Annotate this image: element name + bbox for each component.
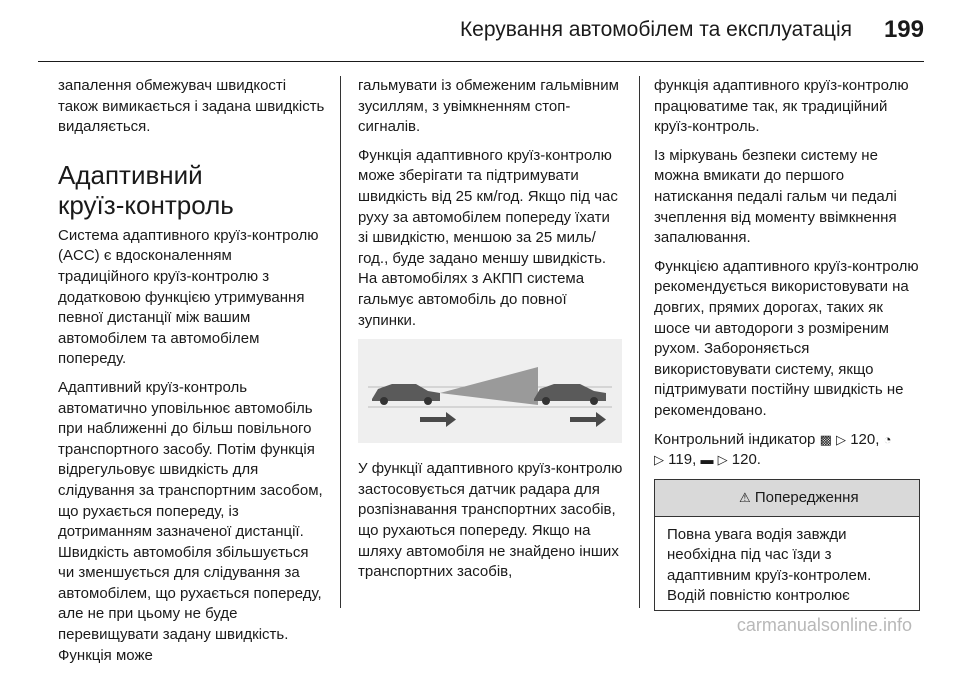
speedometer-icon: ◔ [883,431,892,447]
distance-icon: ▬ [700,452,714,468]
braking-paragraph: гальмувати із обмеженим гальмівним зусиллям, з увімкненням стоп-сигналів. [358,77,619,136]
acc-behavior-paragraph: Адаптивний круїз-контроль автоматично уповільнює автомобіль при наближенні до більш повільного транспортного засобу. Потім функція відрегульовує швидкість для слідування за транспортним засобом, що рухається попереду, із дотриманням зазначеної дистанції. Швидкість автомобіля збільшується чи зменшується для слідування за автомобілем, що рухається попереду, але не при цьому не буде перевищувати задану швидкість. Функція може [58,378,323,664]
header-divider [38,61,924,62]
page-reference-icon: ▷ [717,452,728,468]
safety-paragraph: Із міркувань безпеки систему не можна вмикати до першого натискання педалі гальм чи педалі зчеплення від моменту ввімкнення запалювання. [654,146,897,247]
recommendation-paragraph: Функцією адаптивного круїз-контролю рекомендується використовувати на довгих, прямих дорогах, таких як шосе чи автодороги з розміреним рухом. Забороняється використовувати систему, якщо підтримувати постійну швидкість не рекомендовано. [654,257,919,419]
car-icon: ▩ [819,431,832,447]
column-1 [58,76,326,674]
speed-range-paragraph: Функція адаптивного круїз-контролю може зберігати та підтримувати швидкість від 25 км/год. Якщо під час руху за автомобілем попереду їхати зі швидкістю, меншою за 25 миль/год., буде задано меншу швидкість. На автомобілях з АКПП система гальмує автомобіль до повної зупинки. [358,146,618,329]
column-2 [358,76,624,591]
warning-box [654,479,920,611]
section-title [58,160,326,220]
page-ref-1[interactable]: 120, [850,430,880,448]
own-car-direction-arrow [446,412,456,427]
column-divider-1 [340,76,341,608]
warning-title: Попередження [754,488,859,506]
intro-paragraph: запалення обмежувач швидкості також вимикається і задана швидкість видаляється. [58,77,325,136]
section-title-line2: круїз-контроль [58,189,234,220]
warning-header [655,480,919,517]
no-vehicle-paragraph: функція адаптивного круїз-контролю працюватиме так, як традиційний круїз-контроль. [654,77,909,136]
indicator-reference-paragraph [654,430,922,471]
page-ref-2[interactable]: 119, [668,451,697,469]
radar-illustration-graphic [358,339,622,443]
column-divider-2 [639,76,640,608]
radar-sensor-paragraph: У функції адаптивного круїз-контролю застосовується датчик радара для розпізнавання транспортних засобів, що рухаються попереду. Якщо на шляху автомобіля не знайдено інших транспортних засобів, [358,460,623,581]
page-ref-3[interactable]: 120. [731,451,761,469]
page-number: 199 [883,16,924,43]
section-title-line1: Адаптивний [58,159,203,190]
warning-body: Повна увага водія завжди необхідна під час їзди з адаптивним круїз-контролем. Водій повністю контролює [667,525,872,605]
indicator-text: Контрольний індикатор [654,430,816,448]
radar-illustration [358,339,622,443]
page-header-title: Керування автомобілем та експлуатація [459,18,852,41]
warning-triangle-icon: ⚠ [739,489,751,505]
watermark: carmanualsonline.info [736,615,912,635]
lead-car-direction-arrow [596,412,606,427]
page-reference-icon: ▷ [836,431,847,447]
radar-beam [440,367,538,405]
page-header [0,0,960,62]
column-3 [654,76,922,611]
page-reference-icon: ▷ [654,452,664,468]
acc-description-paragraph: Система адаптивного круїз-контролю (ACC) є вдосконаленням традиційного круїз-контролю з додатковою функцією утримування певної дистанції між вашим автомобілем та автомобілем попереду. [58,226,319,368]
